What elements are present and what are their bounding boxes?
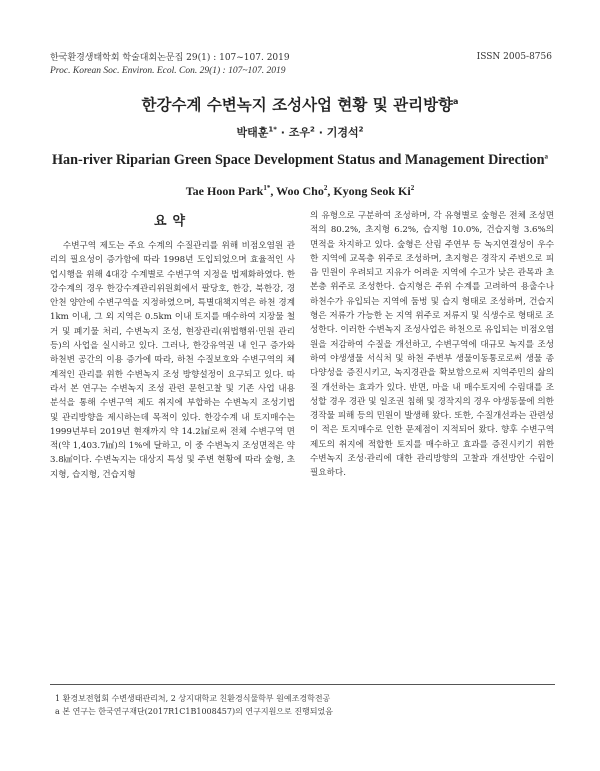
author-separator: · bbox=[280, 126, 285, 139]
author-ko-1: 박태훈$^{1*}$ bbox=[236, 125, 277, 139]
abstract-body-right-column: 의 유형으로 구분하여 조성하며, 각 유형별로 숲형은 전체 조성면적의 80.2%, 초지형 6.2%, 습지형 10.0%, 건습지형 3.6%의 면적을 차지하고 있다. 숲형은 산림 주연부 등 녹지연결성이 우수한 지역에 교목층 위주로 조성하며, 초지형은 경작지 주변으로 피음 민원이 우려되고 지유가 어려운 지역에 수고가 낮은 관목과 초본층 위주로 조성한다. 습지형은 주위 수계를 고려하여 용출수나 하천수가 유입되는 지역에 둠벙 및 습지 형태로 조성하며, 건습지형은 저류가 가능한 논 지역 위주로 저류지 및 식생수로 형태로 조성한다. 이러한 수변녹지 조성사업은 하천으로 유입되는 비점오염원을 저감하여 수질을 개선하고, 수변구역에 대규모 녹지를 조성하여 야생생물 서식처 및 하천 주변부 생물이동통로로써 생물 종다양성을 증진시키고, 녹지경관을 확보함으로써 지역주민의 삶의 질 개선하는 효과가 있다. 반면, 마을 내 매수토지에 수림대를 조성할 경우 경관 및 일조권 침해 및 경작지의 경우 야생동물에 의한 경작물 피해 등의 민원이 발생해 왔다. 또한, 수질개선과는 관련성이 적은 토지매수로 인한 문제점이 지적되어 왔다. 향후 수변구역 제도의 취지에 적합한 토지를 매수하고 효과를 증진시키기 위한 수변녹지 조성·관리에 대한 관리방향의 고찰과 개선방안 수립이 필요하다. bbox=[310, 211, 554, 479]
title-en-footnote-mark: a bbox=[544, 152, 549, 161]
author-en-1: Tae Hoon Park$^{1*}$ bbox=[185, 184, 271, 198]
paper-title-en-text: Han-river Riparian Green Space Development Status and Management Direction bbox=[51, 152, 545, 168]
footnote-affiliations: 1 환경보전협회 수변생태관리처, 2 상지대학교 친환경식물학부 원예조경학전공 bbox=[55, 694, 331, 703]
footnote-funding: a 본 연구는 한국연구재단(2017R1C1B1008457)의 연구지원으로 진행되었음 bbox=[55, 707, 333, 716]
paper-title-ko-text: 한강수계 수변녹지 조성사업 현황 및 관리방향 bbox=[141, 96, 454, 114]
journal-citation-en: Proc. Korean Soc. Environ. Ecol. Con. 29(1) : 107~107. 2019 bbox=[50, 66, 286, 76]
author-separator: · bbox=[318, 126, 323, 139]
page-header bbox=[50, 52, 552, 78]
abstract-heading: 요약 bbox=[153, 214, 192, 229]
author-en-2: Woo Cho$^2$ bbox=[276, 184, 328, 198]
footnotes bbox=[55, 692, 555, 718]
author-ko-2: 조우$^2$ bbox=[288, 125, 315, 139]
author-ko-3: 기경석$^2$ bbox=[326, 125, 364, 139]
author-list-ko bbox=[0, 124, 600, 140]
author-en-3: Kyong Seok Ki$^2$ bbox=[333, 184, 415, 198]
paper-title-en bbox=[0, 152, 600, 169]
title-ko-footnote-mark: a bbox=[453, 96, 459, 106]
paper-title-ko bbox=[0, 93, 600, 115]
issn-number: ISSN 2005-8756 bbox=[476, 52, 552, 62]
author-list-en: Tae Hoon Park$^{1*}$, Woo Cho$^2$, Kyong Seok Ki$^2$ bbox=[185, 184, 415, 198]
footnote-divider bbox=[50, 684, 555, 685]
journal-citation-ko: 한국환경생태학회 학술대회논문집 29(1) : 107~107. 2019 bbox=[50, 53, 290, 63]
abstract-body-left-column: 수변구역 제도는 주요 수계의 수질관리를 위해 비점오염원 관리의 필요성이 증가함에 따라 1998년 도입되었으며 효율적인 사업시행을 위해 4대강 수계별로 수변구역 지정을 법제화하였다. 한강수계의 경우 한강수계관리위원회에서 팔당호, 한강, 북한강, 경안천 양안에 수변구역을 지정하였으며, 특별대책지역은 하천 경계 1km 이내, 그 외 지역은 0.5km 이내 토지를 매수하여 지장물 철거 및 폐기물 처리, 수변녹지 조성, 현장관리(위법행위·민원 관리 등)의 사업을 실시하고 있다. 그러나, 한강유역권 내 인구 증가와 하천변 공간의 이용 증가에 따라, 하천 수질보호와 수변구역의 체계적인 관리를 위한 수변녹지 조성 방향설정이 요구되고 있다. 따라서 본 연구는 수변녹지 조성 관련 문헌고찰 및 기존 사업 내용 분석을 통해 수변구역 제도 취지에 부합하는 수변녹지 조성기법 및 관리방향을 제시하는데 목적이 있다. 한강수계 내 토지매수는 1999년부터 2019년 현재까지 약 14.2㎢로써 전체 수변구역 면적(약 1,403.7㎢)의 1%에 달하고, 이 중 수변녹지 조성면적은 약 3.8㎢이다. 수변녹지는 대상지 특성 및 주변 현황에 따라 숲형, 초지형, 습지형, 건습지형 bbox=[50, 241, 295, 480]
